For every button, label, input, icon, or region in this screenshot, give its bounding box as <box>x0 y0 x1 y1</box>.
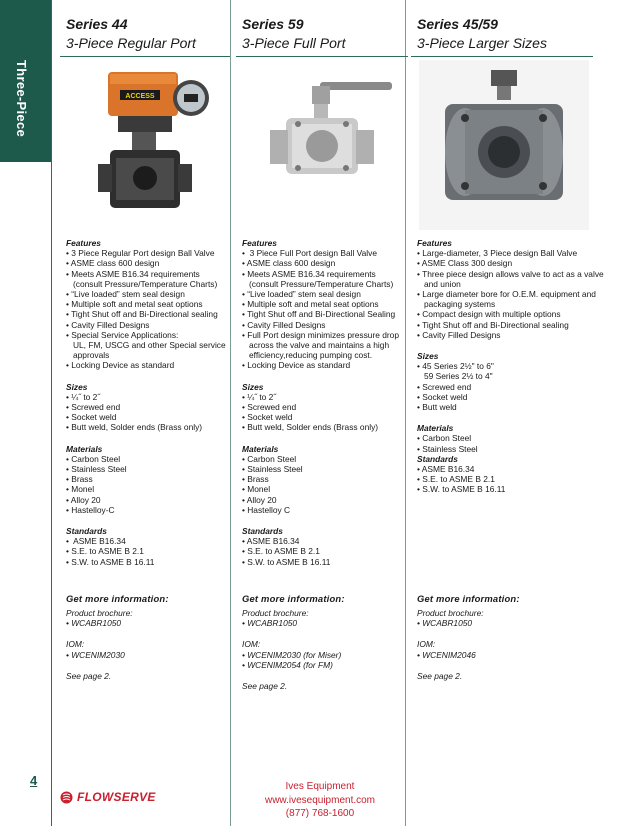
feature-item: • Cavity Filled Designs <box>242 319 326 330</box>
standard-item: • S.E. to ASME B 2.1 <box>66 546 144 557</box>
sidebar <box>0 0 52 826</box>
size-item: • Butt weld <box>417 402 457 413</box>
sizes-heading: Sizes <box>66 381 88 392</box>
iom-link[interactable]: • WCENIM2046 <box>417 649 476 660</box>
size-item: • Butt weld, Solder ends (Brass only) <box>66 422 203 433</box>
size-item: 59 Series 2½ to 4" <box>417 371 493 382</box>
feature-item: UL, FM, USCG and other Special service <box>66 340 226 351</box>
feature-item: • Multiple soft and metal seat options <box>242 299 379 310</box>
feature-item: • Cavity Filled Designs <box>417 329 501 340</box>
size-item: • Screwed end <box>242 402 297 413</box>
column-divider <box>230 0 231 826</box>
footer-company: Ives Equipment <box>285 781 355 792</box>
spec-body <box>66 238 226 567</box>
more-info <box>242 593 345 691</box>
brand-name: FLOWSERVE <box>77 790 156 804</box>
section-tab <box>0 0 52 162</box>
features-heading: Features <box>417 238 452 248</box>
material-item: • Alloy 20 <box>242 494 277 505</box>
feature-item: • ASME Class 300 design <box>417 258 513 269</box>
product-column <box>236 0 408 826</box>
brochure-label: Product brochure: <box>66 608 133 618</box>
size-item: • 45 Series 2½" to 6" <box>417 361 494 372</box>
product-column <box>60 0 230 826</box>
title-rule <box>236 56 408 57</box>
more-info-heading: Get more information: <box>66 593 169 604</box>
iom-label: IOM: <box>242 639 261 650</box>
material-item: • Monel <box>242 484 271 495</box>
product-photo <box>419 60 589 230</box>
standard-item: • S.E. to ASME B 2.1 <box>417 474 495 485</box>
brochure-label: Product brochure: <box>242 608 309 618</box>
size-item: • Socket weld <box>66 412 117 423</box>
feature-item: packaging systems <box>417 299 496 310</box>
standard-item: • ASME B16.34 <box>417 464 475 475</box>
material-item: • Alloy 20 <box>66 494 101 505</box>
feature-item: • Cavity Filled Designs <box>66 319 150 330</box>
size-item: • ¼˝ to 2˝ <box>66 391 101 402</box>
standards-heading: Standards <box>242 526 283 537</box>
size-item: • Screwed end <box>66 402 121 413</box>
standard-item: • ASME B16.34 <box>66 536 126 547</box>
feature-item: • Tight Shut off and Bi-Directional sealing <box>66 309 218 320</box>
footer-phone: (877) 768-1600 <box>285 808 355 819</box>
brochure-link[interactable]: • WCABR1050 <box>242 618 298 629</box>
material-item: • Brass <box>66 474 93 485</box>
series-45-59-valve-photo <box>419 60 589 230</box>
feature-item: • Meets ASME B16.34 requirements <box>66 268 200 279</box>
standard-item: • S.E. to ASME B 2.1 <box>242 546 320 557</box>
materials-heading: Materials <box>66 443 103 454</box>
see-page-ref[interactable]: See page 2. <box>417 670 463 681</box>
materials-heading: Materials <box>417 423 454 434</box>
feature-item: • Special Service Applications: <box>66 329 179 340</box>
sidebar-rule <box>51 0 52 826</box>
material-item: • Stainless Steel <box>242 464 303 475</box>
more-info-heading: Get more information: <box>242 593 345 604</box>
section-label: Three-Piece <box>14 60 29 138</box>
brochure-link[interactable]: • WCABR1050 <box>66 618 122 629</box>
series-subtitle: 3-Piece Full Port <box>242 35 346 51</box>
material-item: • Hastelloy-C <box>66 504 115 515</box>
feature-item: • Locking Device as standard <box>242 360 351 371</box>
feature-item: and union <box>417 278 461 289</box>
feature-item: • Compact design with multiple options <box>417 309 561 320</box>
series-subtitle: 3-Piece Regular Port <box>66 35 196 51</box>
size-item: • ¼˝ to 2˝ <box>242 391 277 402</box>
feature-item: • Multiple soft and metal seat options <box>66 299 203 310</box>
series-title: Series 45/59 <box>417 16 498 32</box>
series-59-valve-photo <box>250 60 400 210</box>
size-item: • Socket weld <box>242 412 293 423</box>
material-item: • Carbon Steel <box>242 453 297 464</box>
actuator-label: ACCESS <box>125 93 155 100</box>
feature-item: • ASME class 600 design <box>66 258 160 269</box>
more-info <box>417 593 520 681</box>
material-item: • Stainless Steel <box>66 464 127 475</box>
product-photo <box>250 60 400 210</box>
sizes-heading: Sizes <box>417 351 439 362</box>
series-title: Series 44 <box>66 16 128 32</box>
standard-item: • ASME B16.34 <box>242 536 300 547</box>
spec-body <box>242 238 399 567</box>
features-heading: Features <box>66 238 101 248</box>
sizes-heading: Sizes <box>242 381 264 392</box>
size-item: • Butt weld, Solder ends (Brass only) <box>242 422 379 433</box>
feature-item: • “Live loaded” stem seal design <box>66 289 185 300</box>
feature-item: • Large-diameter, 3 Piece design Ball Valve <box>417 248 578 259</box>
more-info <box>66 593 169 681</box>
feature-item: • Locking Device as standard <box>66 360 175 371</box>
material-item: • Carbon Steel <box>66 453 121 464</box>
title-rule <box>60 56 230 57</box>
brochure-link[interactable]: • WCABR1050 <box>417 618 473 629</box>
spec-body <box>417 238 604 495</box>
iom-link[interactable]: • WCENIM2030 <box>66 649 125 660</box>
feature-item: approvals <box>66 350 110 361</box>
footer-website[interactable]: www.ivesequipment.com <box>264 794 376 806</box>
feature-item: • Tight Shut off and Bi-Directional sealing <box>417 319 569 330</box>
standard-item: • S.W. to ASME B 16.11 <box>417 484 506 495</box>
feature-item: • Large diameter bore for O.E.M. equipment and <box>417 289 596 300</box>
feature-item: • Tight Shut off and Bi-Directional Sealing <box>242 309 396 320</box>
see-page-ref[interactable]: See page 2. <box>66 670 112 681</box>
materials-heading: Materials <box>242 443 279 454</box>
page-number: 4 <box>30 773 38 788</box>
feature-item: • 3 Piece Regular Port design Ball Valve <box>66 248 215 259</box>
material-item: • Monel <box>66 484 95 495</box>
standard-item: • S.W. to ASME B 16.11 <box>242 556 331 567</box>
feature-item: • ASME class 600 design <box>242 258 336 269</box>
size-item: • Screwed end <box>417 381 472 392</box>
material-item: • Carbon Steel <box>417 433 472 444</box>
feature-item: • Meets ASME B16.34 requirements <box>242 268 376 279</box>
size-item: • Socket weld <box>417 391 468 402</box>
product-column <box>411 0 604 826</box>
standards-heading: Standards <box>66 526 107 537</box>
product-photo <box>88 60 218 220</box>
brochure-label: Product brochure: <box>417 608 484 618</box>
standards-heading: Standards <box>417 453 458 464</box>
feature-item: efficiency,reducing pumping cost. <box>242 350 373 361</box>
iom-label: IOM: <box>66 639 85 650</box>
feature-item: • Full Port design minimizes pressure drop <box>242 329 399 340</box>
material-item: • Stainless Steel <box>417 443 478 454</box>
feature-item: (consult Pressure/Temperature Charts) <box>242 278 394 289</box>
material-item: • Hastelloy C <box>242 504 291 515</box>
feature-item: • “Live loaded” stem seal design <box>242 289 361 300</box>
series-title: Series 59 <box>242 16 304 32</box>
iom-label: IOM: <box>417 639 436 650</box>
feature-item: across the valve and maintains a high <box>242 340 390 351</box>
iom-link[interactable]: • WCENIM2054 (for FM) <box>242 659 333 670</box>
feature-item: • Three piece design allows valve to act as a valve <box>417 268 604 279</box>
material-item: • Brass <box>242 474 269 485</box>
title-rule <box>411 56 593 57</box>
more-info-heading: Get more information: <box>417 593 520 604</box>
feature-item: • 3 Piece Full Port design Ball Valve <box>242 248 377 259</box>
series-44-valve-photo <box>88 60 218 220</box>
see-page-ref[interactable]: See page 2. <box>242 681 288 692</box>
iom-link[interactable]: • WCENIM2030 (for Miser) <box>242 649 342 660</box>
feature-item: (consult Pressure/Temperature Charts) <box>66 278 218 289</box>
features-heading: Features <box>242 238 277 248</box>
standard-item: • S.W. to ASME B 16.11 <box>66 556 155 567</box>
series-subtitle: 3-Piece Larger Sizes <box>417 35 547 51</box>
